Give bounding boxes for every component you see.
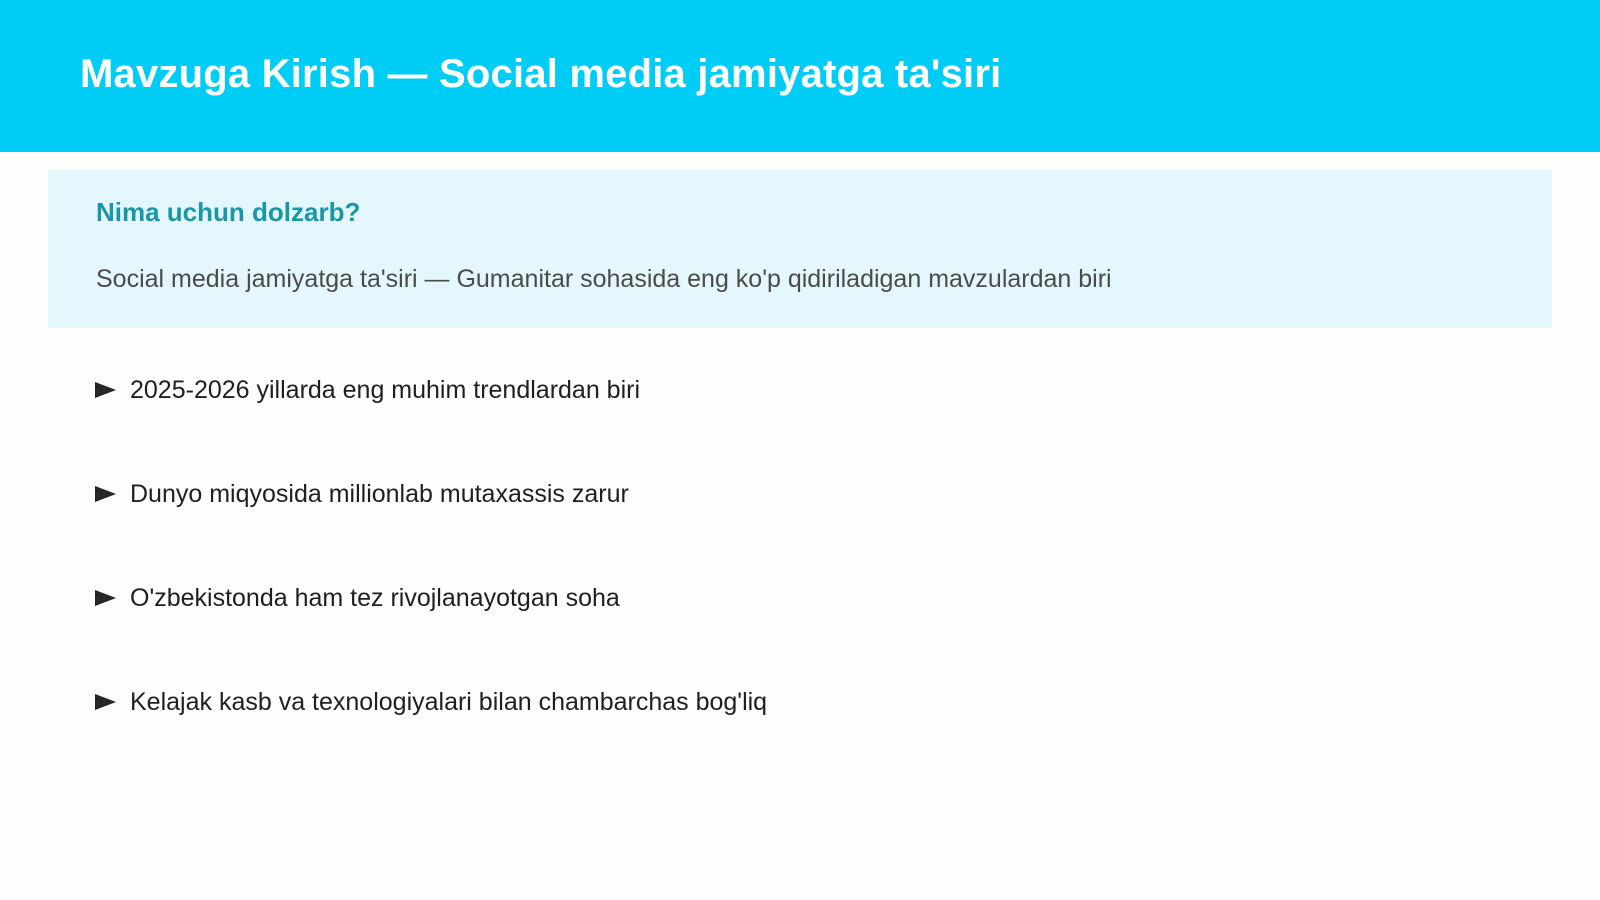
triangle-right-icon [95, 382, 116, 398]
bullet-text: Kelajak kasb va texnologiyalari bilan chambarchas bog'liq [130, 687, 768, 716]
bullet-text: 2025-2026 yillarda eng muhim trendlardan biri [130, 375, 641, 404]
bullet-item [95, 682, 767, 722]
bullet-item [95, 578, 767, 618]
slide-title: Mavzuga Kirish — Social media jamiyatga ta'siri [80, 52, 1002, 96]
triangle-right-icon [95, 694, 116, 710]
title-bar [0, 0, 1600, 152]
bullet-text: Dunyo miqyosida millionlab mutaxassis zarur [130, 479, 629, 508]
callout-text: Social media jamiyatga ta'siri — Gumanitar sohasida eng ko'p qidiriladigan mavzulardan biri [96, 265, 1112, 293]
bullet-text: O'zbekistonda ham tez rivojlanayotgan soha [130, 583, 620, 612]
callout-heading: Nima uchun dolzarb? [96, 197, 361, 227]
triangle-right-icon [95, 590, 116, 606]
bullet-item [95, 474, 767, 514]
bullet-item [95, 370, 767, 410]
triangle-right-icon [95, 486, 116, 502]
callout-box [48, 170, 1552, 328]
bullet-list [95, 370, 767, 786]
